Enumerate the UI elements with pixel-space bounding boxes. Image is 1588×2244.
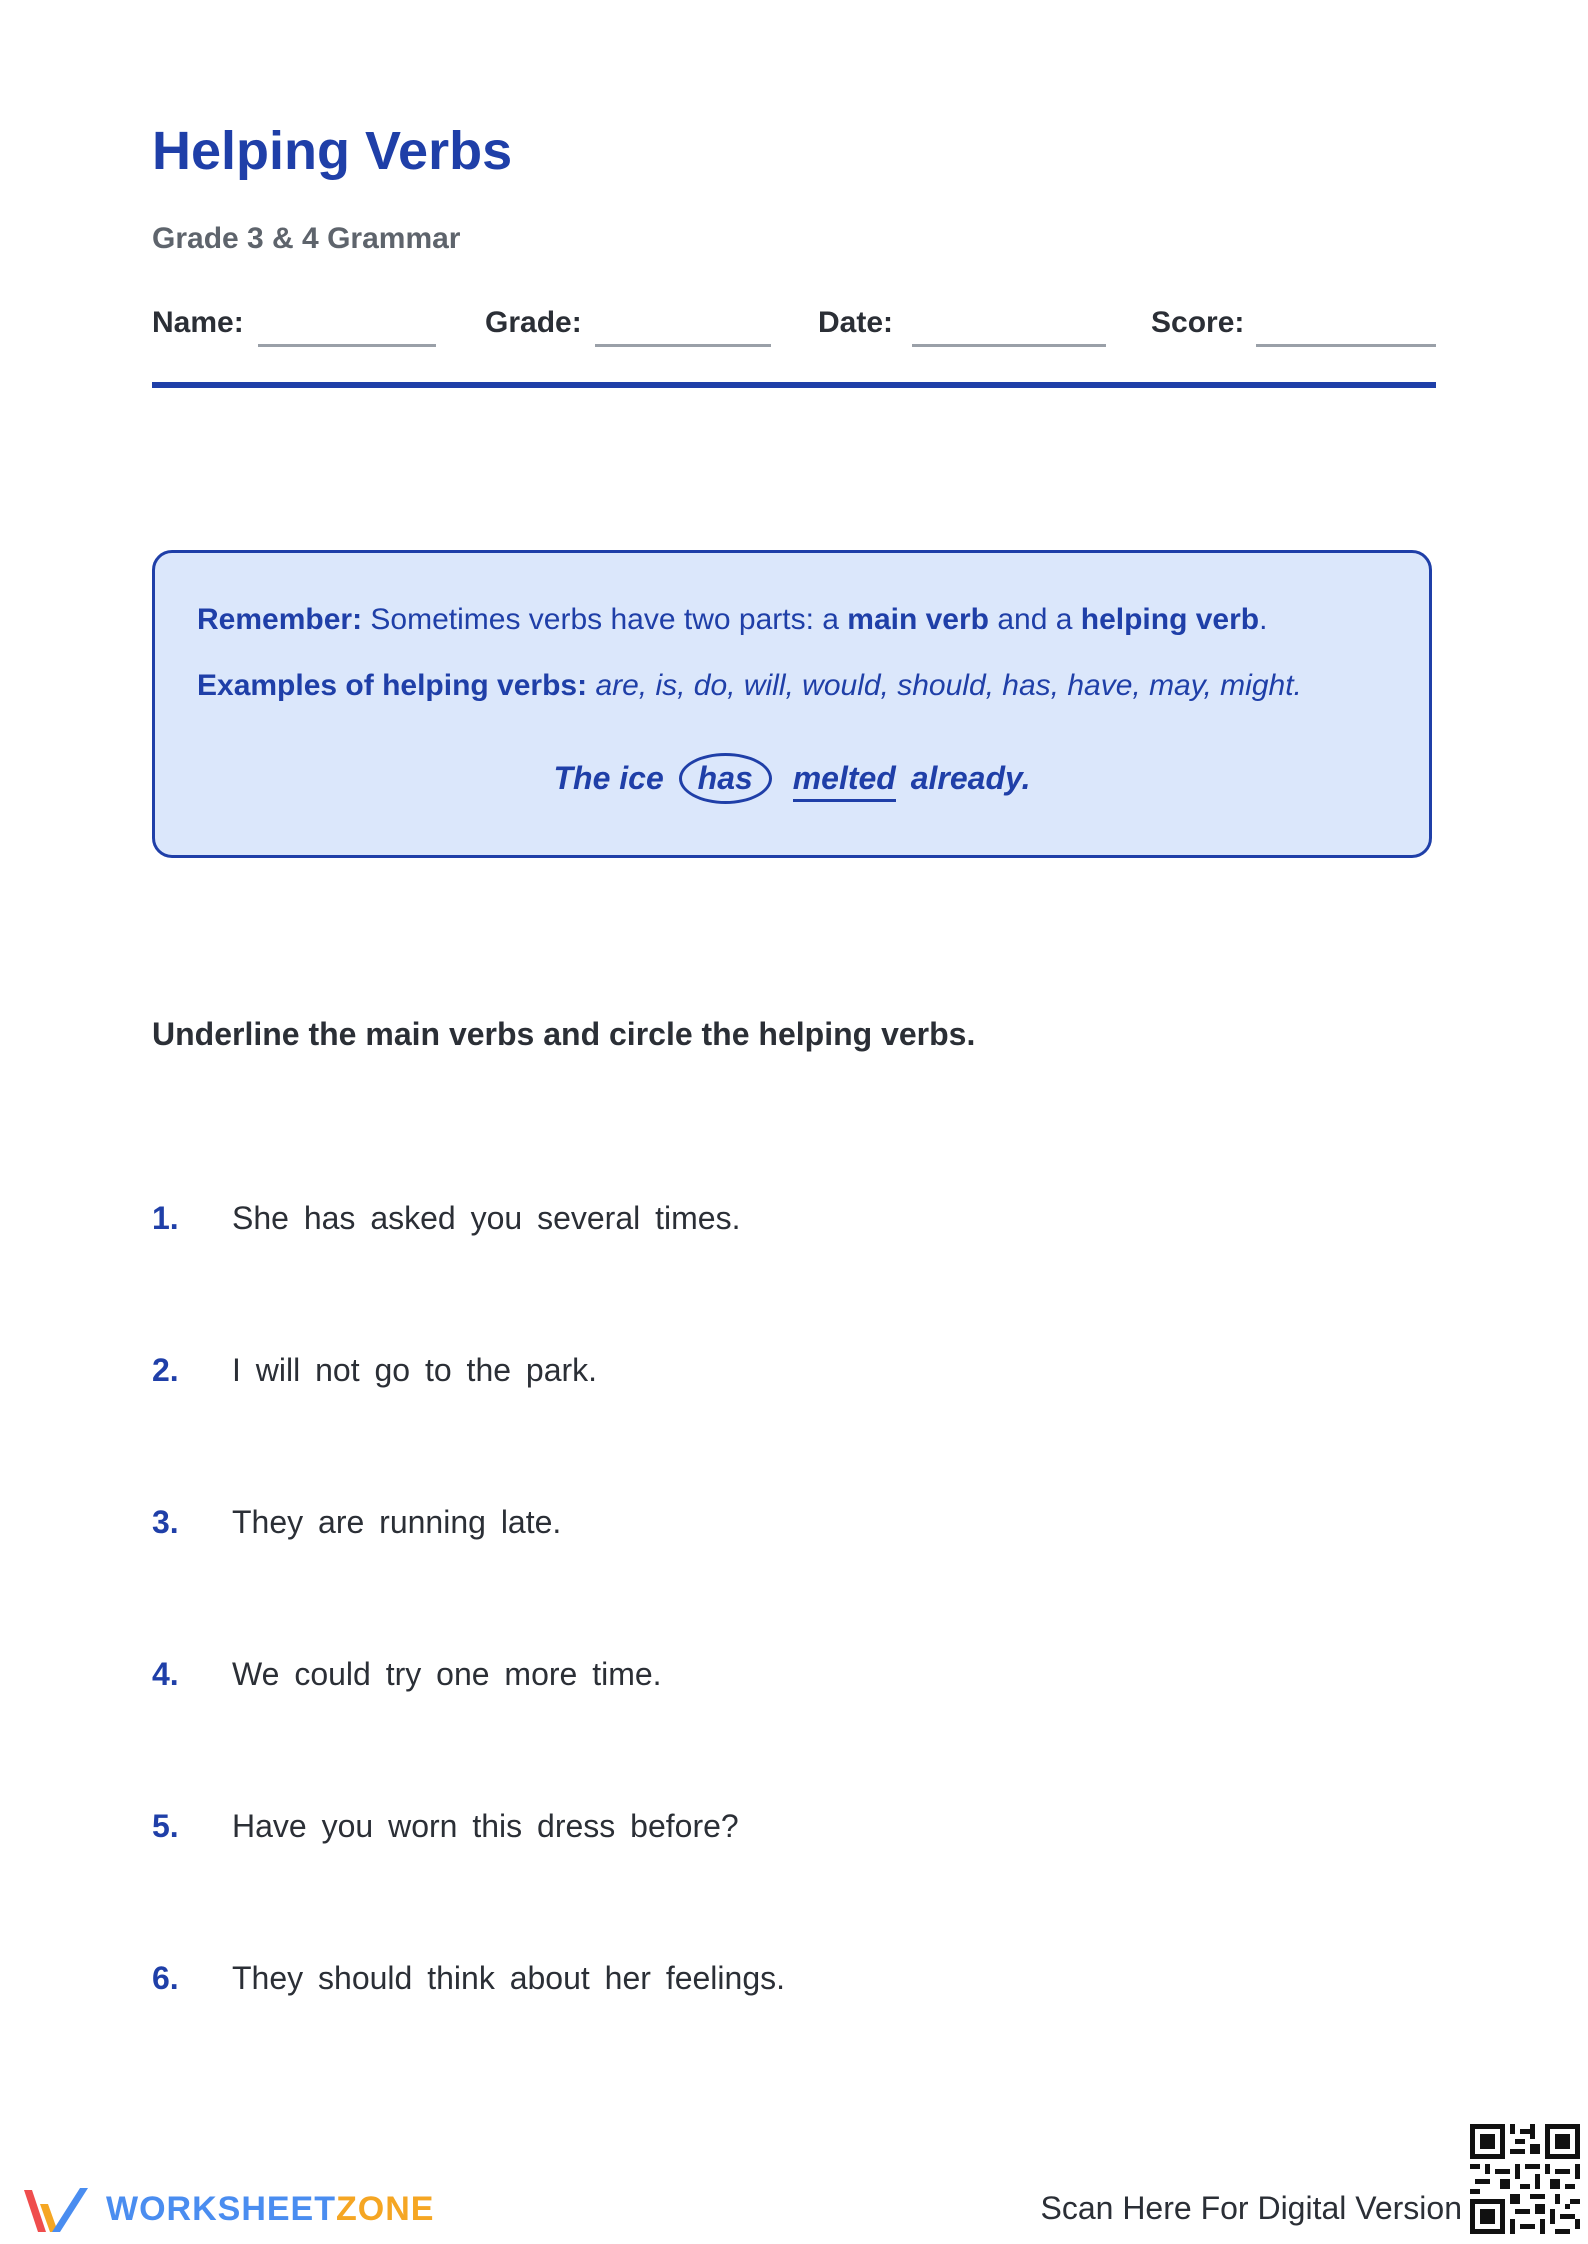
item-number: 6. <box>152 1960 179 1996</box>
example-post: already. <box>910 760 1031 796</box>
example-pre: The ice <box>553 760 664 796</box>
remember-text-1: Sometimes verbs have two parts: a <box>362 603 848 636</box>
main-verb-term: main verb <box>847 603 989 636</box>
date-label: Date: <box>818 306 894 339</box>
instruction: Underline the main verbs and circle the helping verbs. <box>152 1016 976 1052</box>
score-field <box>1151 300 1436 350</box>
header-divider <box>152 382 1436 388</box>
item-number: 5. <box>152 1808 179 1844</box>
name-field <box>152 300 452 350</box>
item-number: 4. <box>152 1656 179 1692</box>
score-label: Score: <box>1151 306 1245 339</box>
example-underlined-verb: melted <box>793 760 896 802</box>
logo-word-worksheet: WORKSHEET <box>106 2190 336 2228</box>
example-circled-verb: has <box>679 753 772 804</box>
scan-caption: Scan Here For Digital Version <box>1040 2190 1462 2226</box>
examples-lead: Examples of helping verbs: <box>197 669 588 702</box>
grade-blank[interactable] <box>595 344 771 347</box>
page-title: Helping Verbs <box>152 121 513 181</box>
remember-line <box>197 603 1267 637</box>
qr-code-icon[interactable] <box>1470 2124 1580 2234</box>
item-sentence[interactable]: I will not go to the park. <box>232 1352 598 1388</box>
grade-label: Grade: <box>485 306 582 339</box>
logo-mark-icon <box>18 2180 98 2240</box>
item-sentence[interactable]: She has asked you several times. <box>232 1200 741 1236</box>
remember-text-2: and a <box>989 603 1081 636</box>
name-blank[interactable] <box>258 344 436 347</box>
example-sentence <box>155 753 1429 804</box>
helping-verb-term: helping verb <box>1080 603 1260 636</box>
remember-lead: Remember: <box>197 603 363 636</box>
page-subtitle: Grade 3 & 4 Grammar <box>152 222 461 255</box>
item-number: 3. <box>152 1504 179 1540</box>
name-label: Name: <box>152 306 244 339</box>
item-sentence[interactable]: They are running late. <box>232 1504 562 1540</box>
date-blank[interactable] <box>912 344 1106 347</box>
examples-list: are, is, do, will, would, should, has, have, may, might. <box>587 669 1302 702</box>
logo-wordmark <box>106 2190 434 2229</box>
item-number: 2. <box>152 1352 179 1388</box>
remember-text-3: . <box>1259 603 1268 636</box>
student-info-fields <box>152 300 1436 350</box>
examples-line <box>197 669 1302 703</box>
logo-word-zone: ZONE <box>336 2190 435 2228</box>
remember-box <box>152 550 1432 858</box>
grade-field <box>485 300 785 350</box>
item-sentence[interactable]: They should think about her feelings. <box>232 1960 785 1996</box>
score-blank[interactable] <box>1256 344 1436 347</box>
worksheetzone-logo[interactable] <box>18 2180 438 2240</box>
item-sentence[interactable]: We could try one more time. <box>232 1656 662 1692</box>
item-sentence[interactable]: Have you worn this dress before? <box>232 1808 739 1844</box>
date-field <box>818 300 1118 350</box>
item-number: 1. <box>152 1200 179 1236</box>
